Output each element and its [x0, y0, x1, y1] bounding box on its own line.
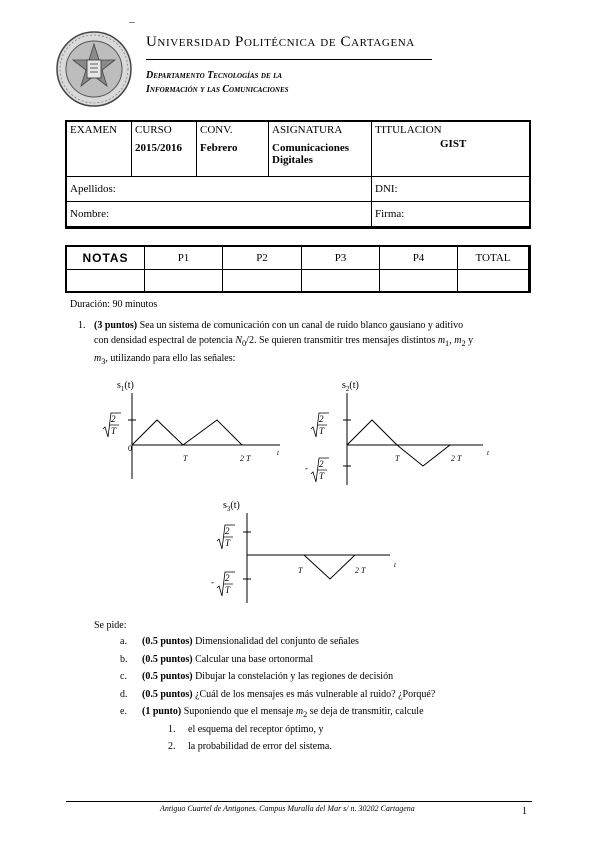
p1-header: P1 [145, 247, 223, 270]
p1-score[interactable] [145, 270, 223, 293]
department-line-1: Departamento Tecnologías de la [146, 70, 283, 81]
svg-text:T: T [111, 426, 117, 436]
s1-label: $s_1(t)$ [117, 380, 134, 393]
m3-symbol: m [94, 353, 102, 364]
s2-label: $s_2(t)$ [342, 380, 359, 393]
s1-zero-label: 0 [128, 444, 132, 453]
apellidos-field[interactable] [67, 177, 372, 202]
examen-label: EXAMEN [70, 124, 118, 136]
s3-2T-label: 2 T [355, 566, 366, 575]
svg-text:T: T [319, 471, 325, 481]
p3-score[interactable] [302, 270, 380, 293]
signal-s1-graph [95, 375, 305, 480]
subitem-1: 1. el esquema del receptor óptimo, y [168, 723, 324, 735]
s3-label: $s_3(t)$ [223, 500, 240, 513]
item-c: c. (0.5 puntos) Dibujar la constelación y las regiones de decisión [120, 671, 394, 682]
svg-text:2: 2 [225, 526, 230, 536]
m2-subscript: 2 [461, 339, 466, 348]
title-divider [146, 59, 432, 60]
s3-amplitude-negative [211, 572, 235, 596]
apellidos-label: Apellidos: [70, 183, 116, 195]
m1-symbol: m [437, 335, 446, 346]
corner-mark: – [129, 16, 135, 28]
curso-label: CURSO [135, 124, 172, 136]
total-score[interactable] [458, 270, 529, 293]
m3-subscript: 3 [101, 357, 106, 366]
conv-cell [197, 122, 269, 177]
s2-amplitude-negative [305, 458, 329, 482]
s2-amplitude-positive [311, 413, 329, 437]
s1-2T-label: 2 T [240, 454, 251, 463]
question-1-line-3: , utilizando para ello las señales: [105, 353, 236, 364]
asignatura-cell [269, 122, 372, 177]
university-name: Universidad Politécnica de Cartagena [146, 34, 415, 50]
asignatura-value-2: Digitales [272, 154, 313, 166]
footer-divider [66, 801, 532, 802]
question-1-line-2b: /2. Se quieren transmitir tres mensajes distintos [246, 335, 438, 346]
p2-header: P2 [223, 247, 302, 270]
conv-label: CONV. [200, 124, 233, 136]
question-number: 1. [78, 320, 86, 331]
svg-text:-: - [305, 463, 308, 473]
nombre-field[interactable] [67, 202, 372, 227]
nombre-label: Nombre: [70, 208, 110, 220]
question-1-line-2a: con densidad espectral de potencia [94, 335, 236, 346]
notas-label: NOTAS [67, 247, 145, 270]
question-1-text [94, 318, 534, 369]
s3-waveform [304, 555, 355, 579]
p4-score[interactable] [380, 270, 458, 293]
examen-cell [67, 122, 132, 177]
svg-text:2: 2 [111, 414, 116, 424]
exam-header-table [66, 121, 531, 227]
separator: , [449, 335, 455, 346]
svg-text:T: T [225, 538, 231, 548]
department-name [146, 69, 289, 97]
firma-label: Firma: [375, 208, 405, 220]
m2-symbol: m [454, 335, 462, 346]
p3-header: P3 [302, 247, 380, 270]
s2-2T-label: 2 T [451, 454, 462, 463]
svg-text:-: - [211, 577, 214, 587]
item-d: d. (0.5 puntos) ¿Cuál de los mensajes es más vulnerable al ruido? ¿Porqué? [120, 688, 436, 700]
duration: Duración: 90 minutos [70, 299, 158, 310]
s3-amplitude-positive [217, 525, 235, 549]
dni-field[interactable] [372, 177, 531, 202]
p4-header: P4 [380, 247, 458, 270]
n0-symbol: N [235, 335, 242, 346]
footer-address: Antiguo Cuartel de Antigones. Campus Muralla del Mar s/ n. 30202 Cartagena [160, 804, 415, 813]
item-b: b. (0.5 puntos) Calcular una base ortonormal [120, 653, 314, 665]
subitem-2: 2. la probabilidad de error del sistema. [168, 741, 332, 752]
conjunction: y [465, 335, 474, 346]
svg-text:2: 2 [319, 414, 324, 424]
firma-field[interactable] [372, 202, 531, 227]
question-1-points: (3 puntos) [94, 320, 138, 331]
s3-T-label: T [298, 566, 303, 575]
curso-value: 2015/2016 [135, 142, 183, 154]
curso-cell [132, 122, 197, 177]
notas-empty-cell [67, 270, 145, 293]
asignatura-value-1: Comunicaciones [272, 142, 349, 154]
s3-t-label: t [394, 561, 396, 569]
notas-table [66, 246, 529, 293]
asignatura-label: ASIGNATURA [272, 124, 343, 136]
s1-t-label: t [277, 449, 279, 457]
svg-text:T: T [319, 426, 325, 436]
s1-waveform [132, 420, 242, 445]
sub-questions [120, 636, 435, 759]
dni-label: DNI: [375, 183, 398, 195]
department-line-2: Información y las Comunicaciones [146, 84, 289, 95]
question-1-line-1: Sea un sistema de comunicación con un canal de ruido blanco gausiano y aditivo [139, 320, 464, 331]
item-e: e. (1 punto) Suponiendo que el mensaje $m_2$ se deja de transmitir, calcule [120, 706, 424, 719]
page-number: 1 [522, 806, 527, 817]
titulacion-cell [372, 122, 531, 177]
item-a: a. (0.5 puntos) Dimensionalidad del conjunto de señales [120, 636, 359, 647]
titulacion-label: TITULACION [375, 124, 442, 136]
s2-t-label: t [487, 449, 489, 457]
total-header: TOTAL [458, 247, 529, 270]
svg-text:T: T [225, 585, 231, 595]
n0-subscript: 0 [242, 339, 247, 348]
svg-text:2: 2 [225, 573, 230, 583]
p2-score[interactable] [223, 270, 302, 293]
signal-s2-graph [305, 375, 505, 485]
university-seal [55, 30, 133, 108]
m1-subscript: 1 [445, 339, 450, 348]
signal-s3-graph [205, 495, 405, 605]
svg-text:2: 2 [319, 459, 324, 469]
s1-amplitude-label [103, 413, 121, 437]
s1-T-label: T [183, 454, 188, 463]
s2-T-label: T [395, 454, 400, 463]
titulacion-value: GIST [440, 138, 467, 150]
conv-value: Febrero [200, 142, 238, 154]
se-pide: Se pide: [94, 620, 127, 631]
